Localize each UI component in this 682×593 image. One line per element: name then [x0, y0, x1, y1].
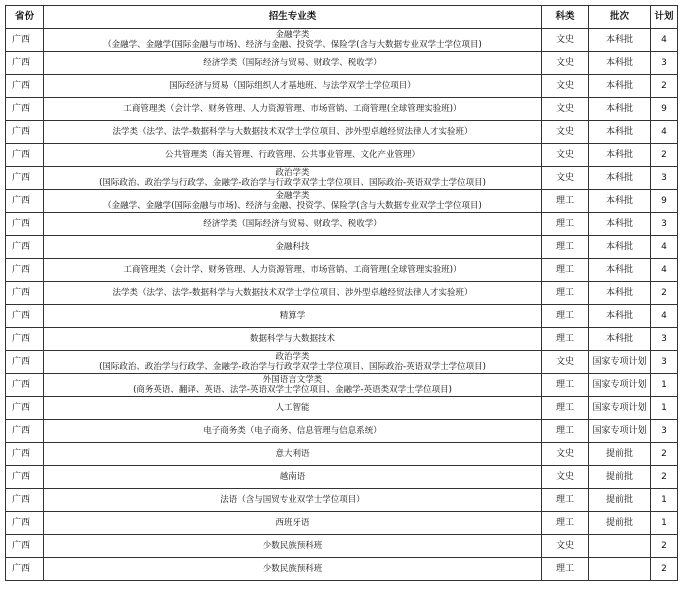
cell-plan: 2 — [651, 282, 678, 305]
cell-category: 文史 — [542, 75, 589, 98]
cell-batch: 国家专项计划 — [589, 420, 651, 443]
cell-province: 广西 — [6, 121, 44, 144]
table-row — [6, 374, 678, 397]
cell-province: 广西 — [6, 144, 44, 167]
cell-plan: 2 — [651, 75, 678, 98]
cell-plan: 1 — [651, 397, 678, 420]
cell-plan: 4 — [651, 121, 678, 144]
cell-province: 广西 — [6, 213, 44, 236]
cell-plan: 1 — [651, 374, 678, 397]
table-row — [6, 420, 678, 443]
cell-category: 理工 — [542, 512, 589, 535]
cell-plan: 2 — [651, 558, 678, 581]
cell-batch: 本科批 — [589, 52, 651, 75]
cell-category: 文史 — [542, 443, 589, 466]
cell-batch: 国家专项计划 — [589, 351, 651, 374]
cell-plan: 1 — [651, 489, 678, 512]
cell-province: 广西 — [6, 328, 44, 351]
cell-major — [44, 374, 542, 397]
cell-plan: 3 — [651, 167, 678, 190]
table-row — [6, 512, 678, 535]
cell-category: 理工 — [542, 305, 589, 328]
major-name: 工商管理类（会计学、财务管理、人力资源管理、市场营销、工商管理(全球管理实验班)） — [123, 265, 462, 275]
cell-plan: 1 — [651, 512, 678, 535]
major-name: 公共管理类（海关管理、行政管理、公共事业管理、文化产业管理） — [164, 150, 420, 160]
major-name: 金融学类 — [275, 191, 310, 201]
table-row — [6, 167, 678, 190]
table-row — [6, 213, 678, 236]
cell-plan: 9 — [651, 98, 678, 121]
cell-major — [44, 144, 542, 167]
cell-major — [44, 443, 542, 466]
major-name: 经济学类（国际经济与贸易、财政学、税收学） — [203, 219, 382, 229]
table-row — [6, 351, 678, 374]
cell-plan: 2 — [651, 443, 678, 466]
cell-major — [44, 121, 542, 144]
cell-plan: 4 — [651, 29, 678, 52]
cell-category: 理工 — [542, 282, 589, 305]
cell-batch: 提前批 — [589, 443, 651, 466]
table-row — [6, 489, 678, 512]
header-category: 科类 — [542, 6, 589, 29]
major-name: 人工智能 — [275, 403, 310, 413]
cell-batch: 本科批 — [589, 328, 651, 351]
cell-province: 广西 — [6, 397, 44, 420]
cell-category: 文史 — [542, 52, 589, 75]
header-major: 招生专业类 — [44, 6, 542, 29]
cell-category: 文史 — [542, 535, 589, 558]
cell-major — [44, 75, 542, 98]
cell-batch: 本科批 — [589, 29, 651, 52]
cell-major — [44, 190, 542, 213]
cell-plan: 9 — [651, 190, 678, 213]
table-row — [6, 443, 678, 466]
cell-batch: 本科批 — [589, 98, 651, 121]
cell-category: 文史 — [542, 121, 589, 144]
major-name: 经济学类（国际经济与贸易、财政学、税收学） — [203, 58, 382, 68]
cell-province: 广西 — [6, 535, 44, 558]
cell-plan: 4 — [651, 305, 678, 328]
cell-category: 理工 — [542, 558, 589, 581]
major-detail: （金融学、金融学(国际金融与市场)、经济与金融、投资学、保险学(含与大数据专业双学士学位项目) — [103, 40, 482, 50]
cell-province: 广西 — [6, 259, 44, 282]
major-name: 政治学类 — [275, 168, 310, 178]
cell-batch: 本科批 — [589, 236, 651, 259]
major-name: 越南语 — [279, 472, 306, 482]
table-row — [6, 558, 678, 581]
cell-category: 文史 — [542, 98, 589, 121]
cell-batch: 提前批 — [589, 466, 651, 489]
cell-plan: 2 — [651, 535, 678, 558]
cell-batch: 本科批 — [589, 144, 651, 167]
cell-plan: 2 — [651, 466, 678, 489]
cell-category: 理工 — [542, 397, 589, 420]
cell-category: 文史 — [542, 144, 589, 167]
cell-batch: 国家专项计划 — [589, 374, 651, 397]
cell-major — [44, 167, 542, 190]
major-detail: (国际政治、政治学与行政学、金融学-政治学与行政学双学士学位项目、国际政治-英语双学士学位项目) — [99, 178, 486, 188]
major-detail: (国际政治、政治学与行政学、金融学-政治学与行政学双学士学位项目、国际政治-英语双学士学位项目) — [99, 362, 486, 372]
cell-province: 广西 — [6, 489, 44, 512]
cell-batch: 本科批 — [589, 259, 651, 282]
major-name: 电子商务类（电子商务、信息管理与信息系统） — [203, 426, 382, 436]
table-row — [6, 75, 678, 98]
cell-category: 文史 — [542, 29, 589, 52]
cell-category: 理工 — [542, 489, 589, 512]
cell-major — [44, 282, 542, 305]
cell-province: 广西 — [6, 190, 44, 213]
table-row — [6, 328, 678, 351]
major-name: 外国语言文学类 — [262, 375, 323, 385]
cell-category: 理工 — [542, 420, 589, 443]
cell-province: 广西 — [6, 558, 44, 581]
cell-province: 广西 — [6, 443, 44, 466]
table-row — [6, 121, 678, 144]
cell-province: 广西 — [6, 512, 44, 535]
cell-category: 理工 — [542, 328, 589, 351]
cell-category: 理工 — [542, 190, 589, 213]
cell-major — [44, 213, 542, 236]
cell-major — [44, 558, 542, 581]
table-body — [6, 29, 678, 581]
cell-major — [44, 328, 542, 351]
major-name: 政治学类 — [275, 352, 310, 362]
cell-province: 广西 — [6, 167, 44, 190]
cell-major — [44, 29, 542, 52]
cell-batch — [589, 558, 651, 581]
cell-major — [44, 305, 542, 328]
cell-batch: 本科批 — [589, 282, 651, 305]
cell-province: 广西 — [6, 52, 44, 75]
cell-batch: 提前批 — [589, 489, 651, 512]
cell-batch: 本科批 — [589, 213, 651, 236]
major-name: 少数民族预科班 — [262, 564, 323, 574]
major-name: 精算学 — [279, 311, 306, 321]
major-name: 少数民族预科班 — [262, 541, 323, 551]
cell-batch: 国家专项计划 — [589, 397, 651, 420]
cell-category: 理工 — [542, 236, 589, 259]
cell-batch: 本科批 — [589, 167, 651, 190]
cell-category: 文史 — [542, 167, 589, 190]
cell-plan: 4 — [651, 259, 678, 282]
table-row — [6, 397, 678, 420]
cell-plan: 3 — [651, 52, 678, 75]
cell-province: 广西 — [6, 236, 44, 259]
table-row — [6, 305, 678, 328]
major-name: 西班牙语 — [275, 518, 310, 528]
table-row — [6, 144, 678, 167]
major-name: 法学类（法学、法学-数据科学与大数据技术双学士学位项目、涉外型卓越经贸法律人才实验班） — [112, 288, 473, 298]
cell-plan: 3 — [651, 351, 678, 374]
table-row — [6, 52, 678, 75]
cell-province: 广西 — [6, 29, 44, 52]
cell-province: 广西 — [6, 282, 44, 305]
table-row — [6, 236, 678, 259]
header-batch: 批次 — [589, 6, 651, 29]
cell-category: 理工 — [542, 259, 589, 282]
cell-major — [44, 397, 542, 420]
cell-category: 理工 — [542, 374, 589, 397]
major-detail: (商务英语、翻译、英语、法学-英语双学士学位项目、金融学-英语类双学士学位项目) — [133, 385, 452, 395]
cell-plan: 3 — [651, 420, 678, 443]
cell-province: 广西 — [6, 466, 44, 489]
cell-plan: 4 — [651, 236, 678, 259]
table-header-row — [6, 6, 678, 29]
header-province: 省份 — [6, 6, 44, 29]
major-name: 意大利语 — [275, 449, 310, 459]
cell-province: 广西 — [6, 374, 44, 397]
cell-batch: 本科批 — [589, 75, 651, 98]
table-row — [6, 282, 678, 305]
cell-major — [44, 52, 542, 75]
cell-major — [44, 489, 542, 512]
admission-plan-table — [5, 5, 678, 581]
major-name: 国际经济与贸易（国际组织人才基地班、与法学双学士学位项目） — [169, 81, 416, 91]
major-detail: （金融学、金融学(国际金融与市场)、经济与金融、投资学、保险学(含与大数据专业双学士学位项目) — [103, 201, 482, 211]
cell-batch: 提前批 — [589, 512, 651, 535]
cell-major — [44, 535, 542, 558]
cell-province: 广西 — [6, 420, 44, 443]
cell-major — [44, 420, 542, 443]
cell-plan: 2 — [651, 144, 678, 167]
major-name: 金融学类 — [275, 30, 310, 40]
table-row — [6, 259, 678, 282]
cell-category: 文史 — [542, 351, 589, 374]
cell-province: 广西 — [6, 351, 44, 374]
cell-province: 广西 — [6, 75, 44, 98]
major-name: 工商管理类（会计学、财务管理、人力资源管理、市场营销、工商管理(全球管理实验班)） — [123, 104, 462, 114]
cell-batch: 本科批 — [589, 121, 651, 144]
cell-batch: 本科批 — [589, 190, 651, 213]
table-row — [6, 98, 678, 121]
cell-major — [44, 98, 542, 121]
cell-batch — [589, 535, 651, 558]
cell-major — [44, 512, 542, 535]
cell-category: 文史 — [542, 466, 589, 489]
table-row — [6, 535, 678, 558]
cell-province: 广西 — [6, 98, 44, 121]
major-name: 金融科技 — [275, 242, 310, 252]
cell-major — [44, 236, 542, 259]
cell-batch: 本科批 — [589, 305, 651, 328]
header-plan: 计划 — [651, 6, 678, 29]
major-name: 数据科学与大数据技术 — [249, 334, 335, 344]
admission-plan-table-wrapper — [5, 5, 678, 581]
table-row — [6, 29, 678, 52]
cell-category: 理工 — [542, 213, 589, 236]
major-name: 法语（含与国贸专业双学士学位项目） — [220, 495, 365, 505]
cell-plan: 3 — [651, 328, 678, 351]
major-name: 法学类（法学、法学-数据科学与大数据技术双学士学位项目、涉外型卓越经贸法律人才实验班） — [112, 127, 473, 137]
table-row — [6, 466, 678, 489]
cell-major — [44, 466, 542, 489]
cell-plan: 3 — [651, 213, 678, 236]
cell-major — [44, 351, 542, 374]
cell-major — [44, 259, 542, 282]
cell-province: 广西 — [6, 305, 44, 328]
table-row — [6, 190, 678, 213]
